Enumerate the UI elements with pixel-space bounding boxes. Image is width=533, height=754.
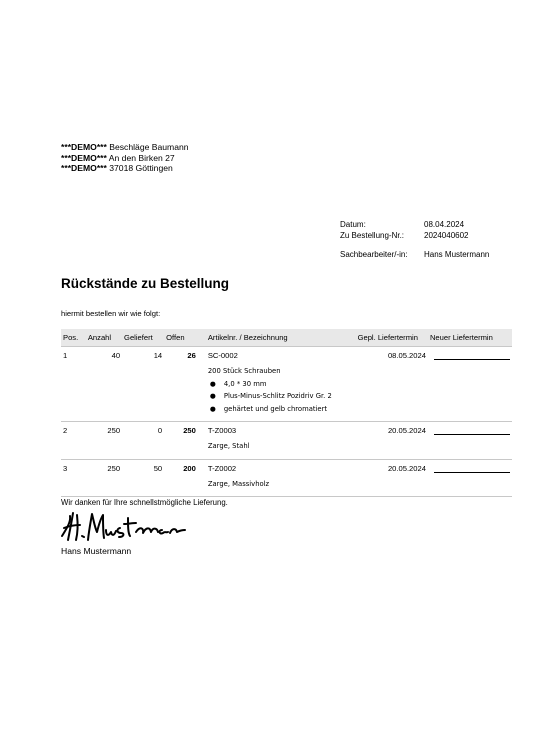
header-geliefert: Geliefert (122, 329, 164, 347)
article-bullets (208, 378, 354, 416)
sender-line-1: ***DEMO*** Beschläge Baumann (61, 142, 189, 152)
sender-address (61, 142, 189, 174)
article-number: SC-0002 (207, 351, 238, 360)
meta-bearbeiter: Sachbearbeiter/-in: Hans Mustermann (340, 250, 490, 259)
article-number: T-Z0002 (207, 463, 237, 473)
article-description: Zarge, Stahl (207, 442, 250, 450)
header-artikel: Artikelnr. / Bezeichnung (198, 329, 356, 347)
order-items-table (61, 329, 512, 497)
sender-line-2: ***DEMO*** An den Birken 27 (61, 152, 175, 163)
list-item: ● gehärtet und gelb chromatiert (224, 403, 354, 416)
meta-datum: Datum: 08.04.2024 (340, 220, 465, 229)
bullet-icon: ● (209, 404, 216, 413)
article-description: 200 Stück Schrauben ● 4,0 * 30 mm ● Plus-Minus-Schlitz Pozidriv Gr. 2 ● gehärtet und gelb chromatiert (208, 365, 354, 415)
header-neu: Neuer Liefertermin (428, 329, 512, 347)
article-cell (198, 347, 356, 422)
table-row: 1 40 14 26 SC-0002 200 Stück Schrauben ● 4,0 * 30 mm ● Plus-Minus-Schlitz Pozidriv Gr. 2 ● gehärtet und gelb chromatiert 08.05.2024 (61, 347, 512, 422)
article-cell (198, 459, 356, 497)
bullet-icon: ● (209, 379, 216, 388)
header-offen: Offen (164, 329, 198, 347)
signature-image (58, 510, 188, 544)
article-number: T-Z0003 (207, 426, 237, 435)
meta-bestellung: Zu Bestellung-Nr.: 2024040602 (340, 230, 469, 240)
closing-text: Wir danken für Ihre schnellstmögliche Lieferung. (61, 498, 228, 507)
table-row: 3 250 50 200 T-Z0002 Zarge, Massivholz 20.05.2024 (61, 459, 512, 497)
new-date-line (434, 434, 510, 435)
new-date-field[interactable] (428, 422, 512, 460)
article-cell (198, 422, 356, 460)
list-item: ● 4,0 * 30 mm (224, 378, 354, 391)
article-description: Zarge, Massivholz (207, 479, 270, 488)
new-date-line (434, 359, 510, 360)
new-date-line (434, 472, 510, 473)
table-row: 2 250 0 250 T-Z0003 Zarge, Stahl 20.05.2024 (61, 422, 512, 460)
header-gepl: Gepl. Liefertermin (356, 329, 428, 347)
document-meta (340, 220, 489, 261)
header-pos: Pos. (61, 329, 86, 347)
table-header (61, 329, 512, 347)
page-title: Rückstände zu Bestellung (61, 276, 230, 291)
intro-text: hiermit bestellen wir wie folgt: (61, 309, 161, 318)
new-date-field[interactable] (428, 459, 512, 497)
sender-line-3: ***DEMO*** 37018 Göttingen (61, 163, 173, 173)
list-item: ● Plus-Minus-Schlitz Pozidriv Gr. 2 (224, 390, 354, 403)
bullet-icon: ● (209, 392, 216, 400)
new-date-field[interactable] (428, 347, 512, 422)
header-anzahl: Anzahl (86, 329, 122, 347)
signature-name: Hans Mustermann (61, 546, 132, 556)
